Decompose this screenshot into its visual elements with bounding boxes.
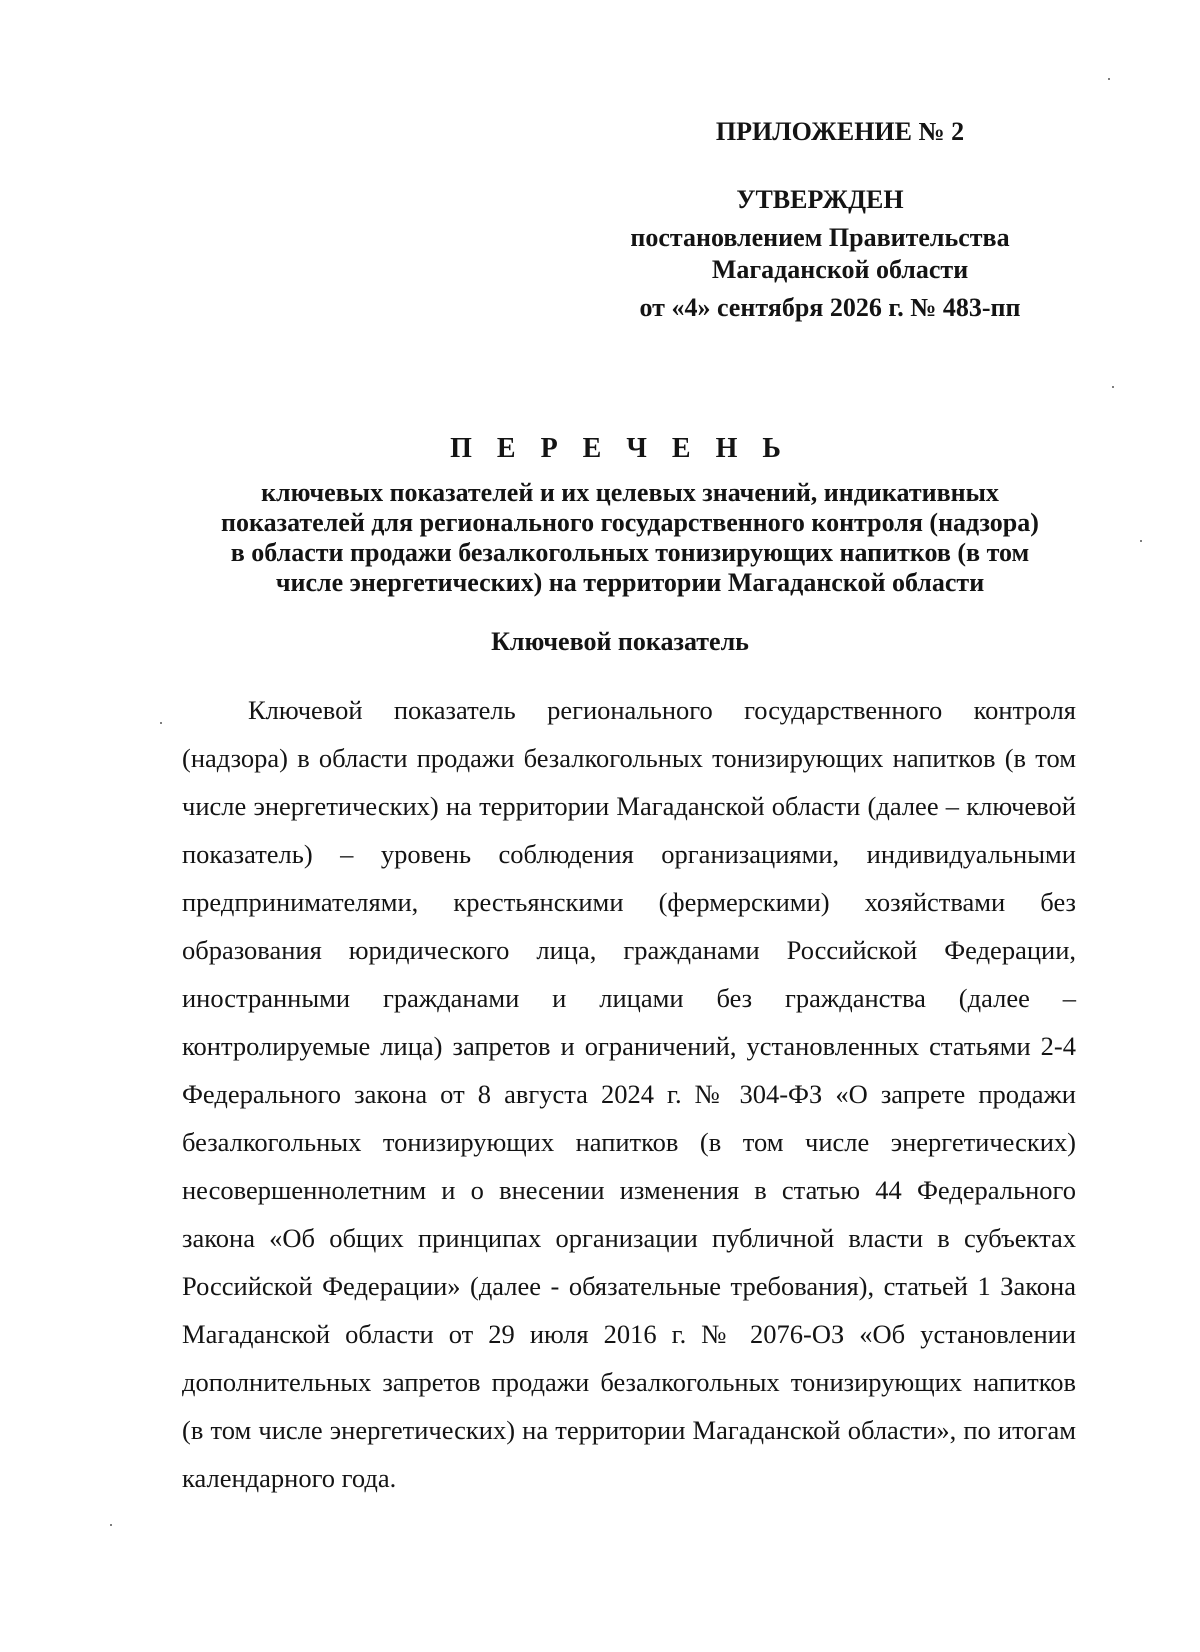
subtitle-line: показателей для регионального государственного контроля (надзора): [221, 508, 1039, 537]
scan-speck: [1112, 386, 1114, 388]
approved-by-line: Магаданской области: [711, 255, 969, 284]
subtitle-line: числе энергетических) на территории Магаданской области: [275, 568, 985, 597]
subtitle-line: ключевых показателей и их целевых значений, индикативных: [261, 478, 999, 507]
scan-speck: [160, 722, 162, 724]
approval-date-line: от «4» сентября 2026 г. № 483-пп: [639, 293, 1021, 322]
body-paragraph: Ключевой показатель регионального государственного контроля (надзора) в области продажи безалкогольных тонизирующих напитков (в том числе энергетических) на территории Магаданской области (далее – ключевой показатель) – уровень соблюдения организациями, индивидуальными предпринимателями, крестьянскими (фермерскими) хозяйствами без образования юридического лица, гражданами Российской Федерации, иностранными гражданами и лицами без гражданства (далее – контролируемые лица) запретов и ограничений, установленных статьями 2-4 Федерального закона от 8 августа 2024 г. № 304-ФЗ «О запрете продажи безалкогольных тонизирующих напитков (в том числе энергетических) несовершеннолетним и о внесении изменения в статью 44 Федерального закона «Об общих принципах организации публичной власти в субъектах Российской Федерации» (далее - обязательные требования), статьей 1 Закона Магаданской области от 29 июля 2016 г. № 2076-ОЗ «Об установлении дополнительных запретов продажи безалкогольных тонизирующих напитков (в том числе энергетических) на территории Магаданской области», по итогам календарного года.: [182, 695, 1076, 1493]
scan-speck: [1140, 540, 1142, 542]
approved-label: УТВЕРЖДЕН: [736, 185, 904, 214]
appendix-label: ПРИЛОЖЕНИЕ № 2: [715, 117, 965, 146]
scan-speck: [1108, 78, 1110, 80]
document-subtitle: [170, 478, 1090, 598]
subtitle-line: в области продажи безалкогольных тонизирующих напитков (в том: [230, 538, 1030, 567]
approved-by-line: постановлением Правительства: [630, 223, 1010, 252]
section-heading: Ключевой показатель: [491, 627, 749, 656]
scan-speck: [110, 1524, 112, 1526]
document-title: П Е Р Е Ч Е Н Ь: [450, 433, 790, 464]
